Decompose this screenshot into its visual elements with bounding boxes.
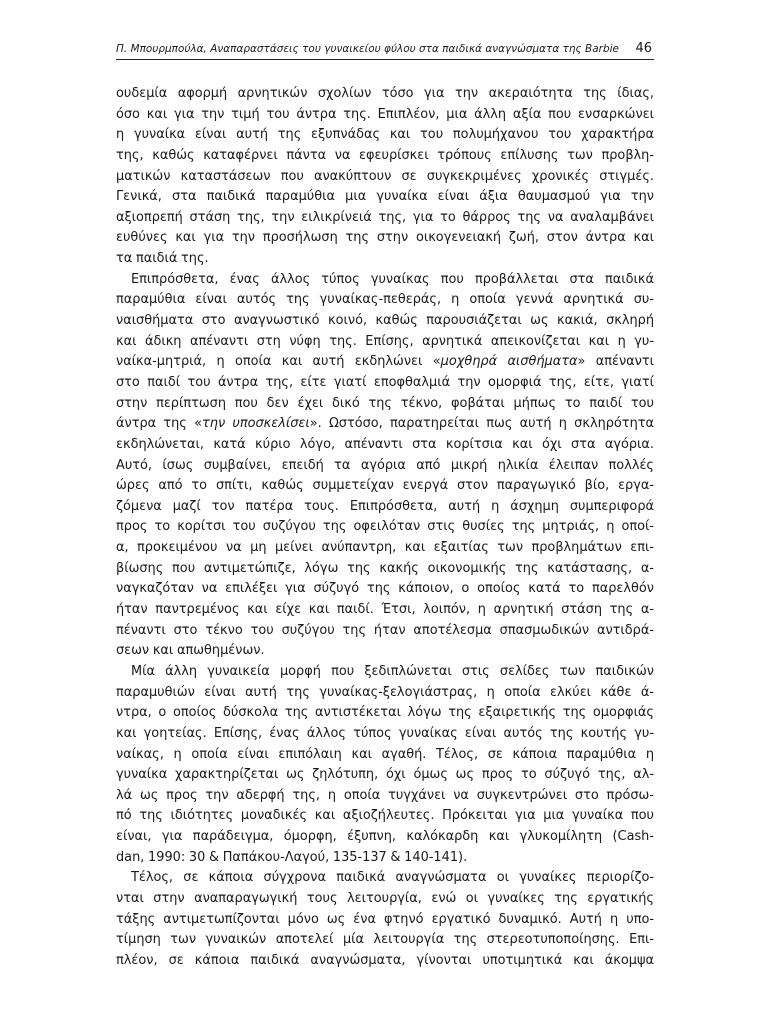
text-line: ουδεμία αφορμή αρνητικών σχολίων τόσο για την ακεραιότητα της ίδιας,	[116, 86, 654, 101]
text-line: εκδηλώνεται, κατά κύριο λόγο, απέναντι στα κορίτσια και όχι στα αγόρια.	[116, 436, 654, 452]
text-line: παραμύθια είναι αυτός της γυναίκας-πεθεράς, η οποία γεννά αρνητικά συ-	[116, 292, 654, 308]
text-line: ήταν παντρεμένος και είχε και παιδί. Έτσι, λοιπόν, η αρνητική στάση της α-	[116, 602, 654, 618]
text-line: τίμηση των γυναικών αποτελεί μία λειτουργία της στερεοτυποποίησης. Επι-	[116, 932, 654, 948]
text-segment: ναίκα-μητριά, η οποία και αυτή εκδηλώνει «	[116, 354, 441, 370]
text-line: ντρα, ο οποίος δύσκολα της αντιστέκεται λόγω της εξαιρετικής της ομορφιάς	[116, 705, 654, 721]
text-line: προς το κορίτσι του συζύγου της οφειλόταν στις θυσίες της μητριάς, η οποί-	[116, 519, 654, 535]
text-line: παραμυθιών είναι αυτή της γυναίκας-ξελογιάστρας, η οποία ελκύει κάθε ά-	[116, 684, 654, 700]
header-title: Π. Μπουρμπούλα, Αναπαραστάσεις του γυναικείου φύλου στα παιδικά αναγνώσματα της Barbie	[116, 43, 619, 55]
text-line: σεων και απωθημένων.	[116, 643, 265, 659]
text-line: νται στην αναπαραγωγική τους λειτουργία, ενώ οι γυναίκες της εργατικής	[116, 890, 654, 906]
text-line: ευθύνες και για την προσήλωση της στην οικογενειακή ζωή, στον άντρα και	[116, 230, 654, 246]
text-line: ναγκαζόταν να επιλέξει για σύζυγό της κάποιον, ο οποίος κατά το παρελθόν	[116, 581, 654, 597]
body-text	[116, 84, 654, 972]
text-segment: » απέναντι	[577, 354, 654, 370]
text-line: Αυτό, ίσως συμβαίνει, επειδή τα αγόρια από μικρή ηλικία έλειπαν πολλές	[116, 457, 654, 473]
text-line: στην περίπτωση που δεν έχει δικό της τέκνο, φοβάται μήπως το παιδί του	[116, 395, 654, 411]
text-line	[116, 352, 654, 373]
text-segment: ». Ωστόσο, παρατηρείται πως αυτή η σκληρότητα	[309, 416, 654, 432]
text-line	[116, 414, 654, 435]
text-segment: άντρα της «	[116, 416, 203, 432]
text-line: ναισθήματα στο αναγνωστικό κοινό, καθώς παρουσιάζεται ως κακιά, σκληρή	[116, 313, 654, 329]
text-line: η γυναίκα είναι αυτή της εξυπνάδας και του πολυμήχανου του χαρακτήρα	[116, 127, 654, 143]
text-line: α, προκειμένου να μη μείνει ανύπαντρη, και εξαιτίας των προβλημάτων επι-	[116, 540, 654, 556]
text-line: ώρες από το σπίτι, καθώς συμμετείχαν ενεργά στον παραγωγικό βίο, εργα-	[116, 478, 654, 494]
text-line: Μία άλλη γυναικεία μορφή που ξεδιπλώνεται στις σελίδες των παιδικών	[131, 663, 654, 679]
text-line: dan, 1990: 30 & Παπάκου-Λαγού, 135-137 & 140-141).	[116, 849, 468, 865]
italic-quote: μοχθηρά αισθήματα	[440, 354, 578, 370]
text-line: τα παιδιά της.	[116, 251, 209, 267]
text-line: ζόμενα μαζί τον πατέρα τους. Επιπρόσθετα, αυτή η άσχημη συμπεριφορά	[116, 498, 654, 514]
text-line: γυναίκα χαρακτηρίζεται ως ζηλότυπη, όχι όμως ως προς το σύζυγό της, αλ-	[116, 767, 654, 783]
page-number: 46	[635, 41, 652, 56]
text-line: πό της ιδιότητες μοναδικές και αξιοζήλευτες. Πρόκειται για μια γυναίκα που	[116, 808, 654, 824]
text-line: στο παιδί του άντρα της, είτε γιατί εποφθαλμιά την ομορφιά της, είτε, γιατί	[116, 374, 654, 390]
text-line: και γοητείας. Επίσης, ένας άλλος τύπος γυναίκας είναι αυτός της κουτής γυ-	[116, 725, 654, 741]
text-line: Επιπρόσθετα, ένας άλλος τύπος γυναίκας που προβάλλεται στα παιδικά	[131, 271, 654, 287]
text-line: όσο και για την τιμή του άντρα της. Επιπλέον, μια άλλη αξία που ενσαρκώνει	[116, 106, 654, 122]
text-line: αξιοπρεπή στάση της, την ειλικρίνειά της, για το θάρρος της να αναλαμβάνει	[116, 209, 654, 225]
text-line: Γενικά, στα παιδικά παραμύθια μια γυναίκα είναι άξια θαυμασμού για την	[116, 189, 654, 205]
text-line: βίωσης που αντιμετώπιζε, λόγω της κακής οικονομικής της κατάστασης, α-	[116, 560, 654, 576]
text-line: της, καθώς καταφέρνει πάντα να εφευρίσκει τρόπους επίλυσης των προβλη-	[116, 147, 654, 163]
text-line: πλέον, σε κάποια παιδικά αναγνώσματα, γίνονται υποτιμητικά και άκομψα	[116, 952, 654, 968]
text-line: πέναντι στο τέκνο του συζύγου της ήταν αποτέλεσμα σπασμωδικών αντιδρά-	[116, 622, 654, 638]
text-line: ναίκας, η οποία είναι επιπόλαιη και αγαθή. Τέλος, σε κάποια παραμύθια η	[116, 746, 654, 762]
text-line: Τέλος, σε κάποια σύγχρονα παιδικά αναγνώσματα οι γυναίκες περιορίζο-	[131, 870, 654, 886]
text-line: είναι, για παράδειγμα, όμορφη, έξυπνη, καλόκαρδη και γλυκομίλητη (Cash-	[116, 829, 654, 845]
text-line: ματικών καταστάσεων που ανακύπτουν σε συγκεκριμένες χρονικές στιγμές.	[116, 168, 654, 184]
text-line: λά ως προς την αδερφή της, η οποία τυγχάνει να συγκεντρώνει στο πρόσω-	[116, 787, 654, 803]
running-header	[116, 37, 654, 60]
italic-quote: την υποσκελίσει	[202, 416, 310, 432]
text-line: τάξης αντιμετωπίζονται μόνο ως ένα φτηνό εργατικό δυναμικό. Αυτή η υπο-	[116, 911, 654, 927]
text-line: και άδικη απέναντι στη νύφη της. Επίσης, αρνητικά απεικονίζεται και η γυ-	[116, 333, 654, 349]
